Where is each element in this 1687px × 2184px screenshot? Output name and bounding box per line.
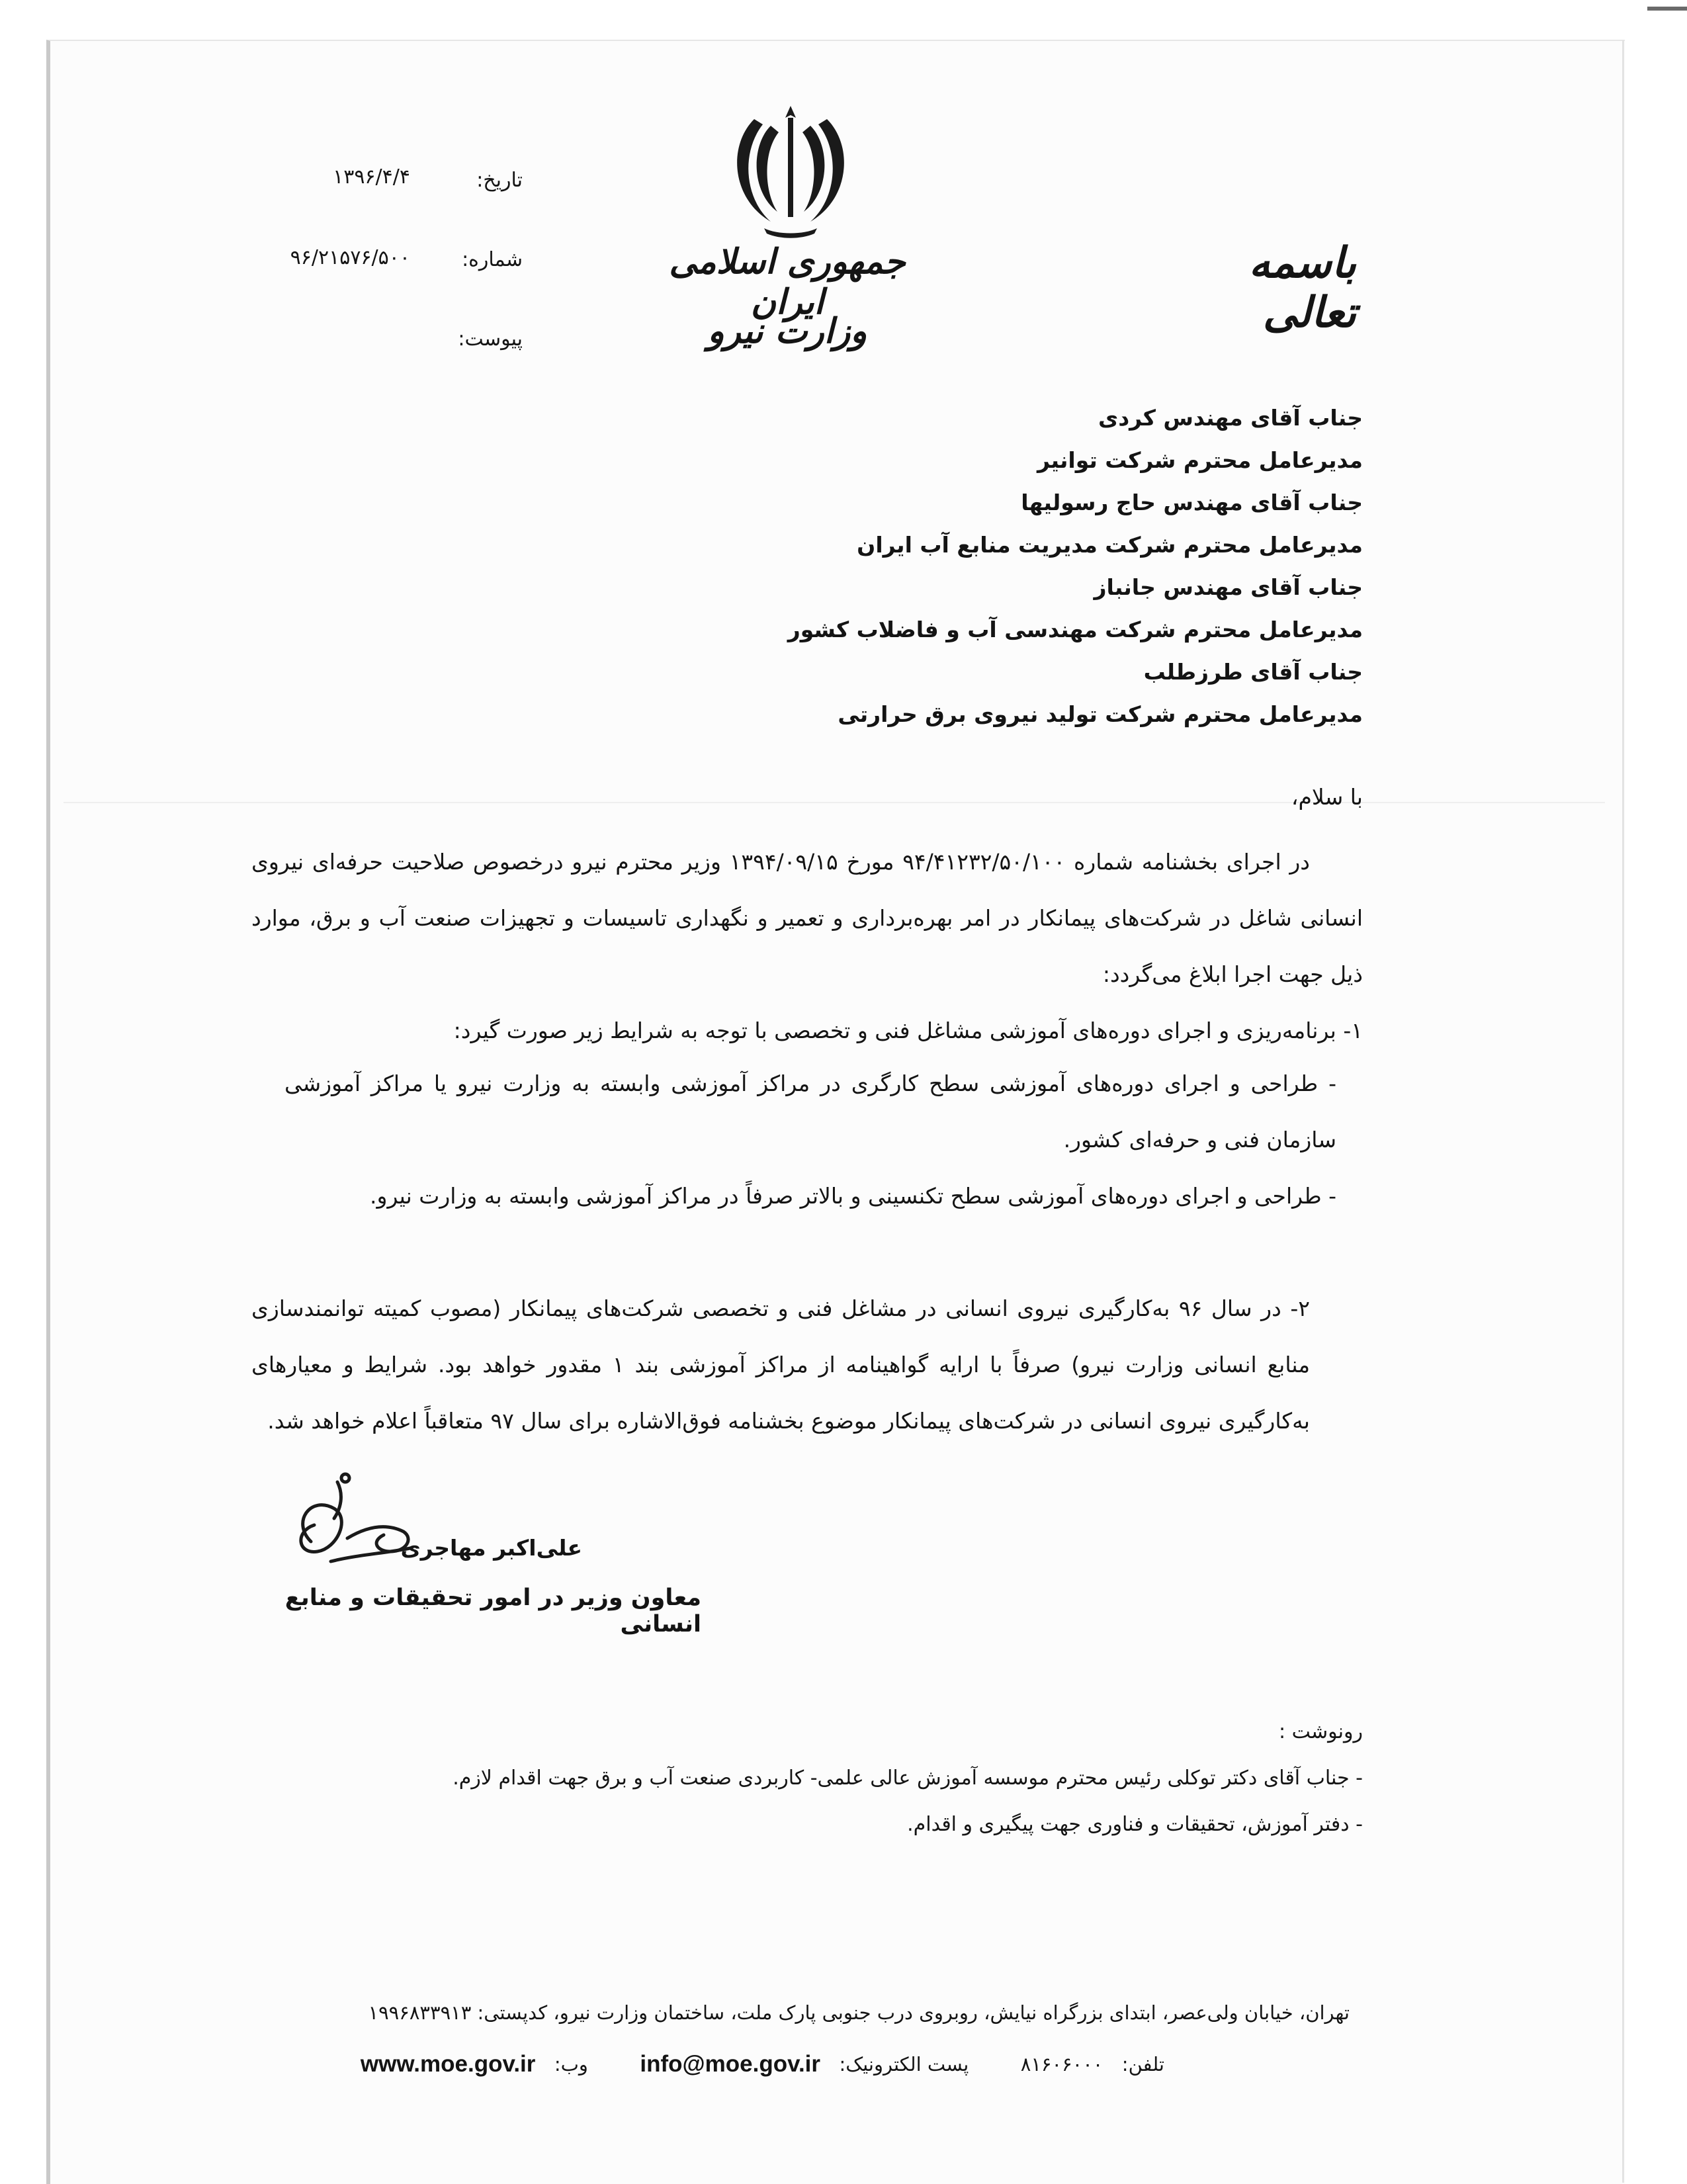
email-link[interactable]: info@moe.gov.ir (640, 2051, 821, 2077)
signer-name: علی‌اکبر مهاجری (400, 1535, 582, 1561)
date-label: تاریخ: (476, 169, 523, 192)
scan-edge (1622, 40, 1624, 2183)
footer-contact-row (344, 2051, 1164, 2084)
sub-item-1: - طراحی و اجرای دوره‌های آموزشی سطح کارگری در مراکز آموزشی وابسته به وزارت نیرو یا مراکز آموزشی سازمان فنی و حرفه‌ای کشور. (284, 1070, 1336, 1153)
addressee-line: مدیرعامل محترم شرکت مهندسی آب و فاضلاب کشور (787, 617, 1363, 642)
number-label: شماره: (462, 248, 523, 271)
addressee-line: جناب آقای مهندس کردی (1098, 405, 1363, 431)
phone-value: ۸۱۶۰۶۰۰۰ (1020, 2053, 1103, 2075)
numbered-item-1: ۱- برنامه‌ریزی و اجرای دوره‌های آموزشی مشاغل فنی و تخصصی با توجه به شرایط زیر صورت گیرد: (453, 1018, 1363, 1043)
addressee-line: مدیرعامل محترم شرکت توانیر (1037, 447, 1363, 473)
cc-heading: رونوشت : (1278, 1720, 1363, 1743)
email-label: پست الکترونیک: (839, 2053, 969, 2075)
date-value: ۱۳۹۶/۴/۴ (333, 165, 410, 189)
footer-address: تهران، خیابان ولی‌عصر، ابتدای بزرگراه نیایش، روبروی درب جنوبی پارک ملت، ساختمان وزارت نیرو، کدپستی: ۱۹۹۶۸۳۳۹۱۳ (368, 2001, 1350, 2024)
phone-label: تلفن: (1121, 2053, 1164, 2075)
sub-item-2: - طراحی و اجرای دوره‌های آموزشی سطح تکنسینی و بالاتر صرفاً در مراکز آموزشی وابسته به وزارت نیرو. (370, 1183, 1336, 1209)
addressee-line: جناب آقای طرزطلب (1143, 659, 1363, 685)
numbered-item-2: ۲- در سال ۹۶ به‌کارگیری نیروی انسانی در مشاغل فنی و تخصصی شرکت‌های پیمانکار (مصوب کمیته توانمندسازی منابع انسانی وزارت نیرو) صرفاً با ارایه گواهینامه از مراکز آموزشی بند ۱ مقدور خواهد بود. شرایط و معیارهای به‌کارگیری نیروی انسانی در شرکت‌های پیمانکار موضوع بخشنامه فوق‌الاشاره برای سال ۹۷ متعاقباً اعلام خواهد شد. (251, 1295, 1311, 1434)
addressee-line: مدیرعامل محترم شرکت مدیریت منابع آب ایران (857, 532, 1363, 558)
addressee-list (787, 397, 1363, 736)
signer-title: معاون وزیر در امور تحقیقات و منابع انسانی (284, 1585, 701, 1638)
scan-corner-mark (1647, 7, 1687, 11)
addressee-line: جناب آقای مهندس حاج رسولیها (1021, 490, 1363, 515)
body-paragraph: در اجرای بخشنامه شماره ۹۴/۴۱۲۳۲/۵۰/۱۰۰ مورخ ۱۳۹۴/۰۹/۱۵ وزیر محترم نیرو درخصوص صلاحیت حرفه‌ای نیروی انسانی شاغل در شرکت‌های پیمانکار در امر بهره‌برداری و تعمیر و نگهداری تاسیسات و تجهیزات صنعت آب و برق، موارد ذیل جهت اجرا ابلاغ می‌گردد: (251, 849, 1363, 987)
web-label: وب: (554, 2053, 588, 2075)
number-value: ۹۶/۲۱۵۷۶/۵۰۰ (290, 246, 410, 269)
cc-line: - دفتر آموزش، تحقیقات و فناوری جهت پیگیری و اقدام. (907, 1813, 1363, 1836)
cc-line: - جناب آقای دکتر توکلی رئیس محترم موسسه آموزش عالی علمی- کاربردی صنعت آب و برق جهت اقدام لازم. (453, 1767, 1363, 1790)
paper-fold-line (64, 802, 1605, 803)
website-link[interactable]: www.moe.gov.ir (360, 2051, 536, 2077)
ministry-title: وزارت نیرو (707, 311, 867, 351)
addressee-line: جناب آقای مهندس جانباز (1094, 574, 1363, 600)
addressee-line: مدیرعامل محترم شرکت تولید نیروی برق حرارتی (838, 701, 1363, 727)
bismillah-heading: باسمه تعالی (1248, 238, 1356, 337)
greeting: با سلام، (1291, 784, 1363, 810)
republic-title: جمهوری اسلامی ایران (669, 241, 906, 322)
attachment-label: پیوست: (458, 328, 523, 351)
iran-emblem-icon (724, 99, 857, 245)
